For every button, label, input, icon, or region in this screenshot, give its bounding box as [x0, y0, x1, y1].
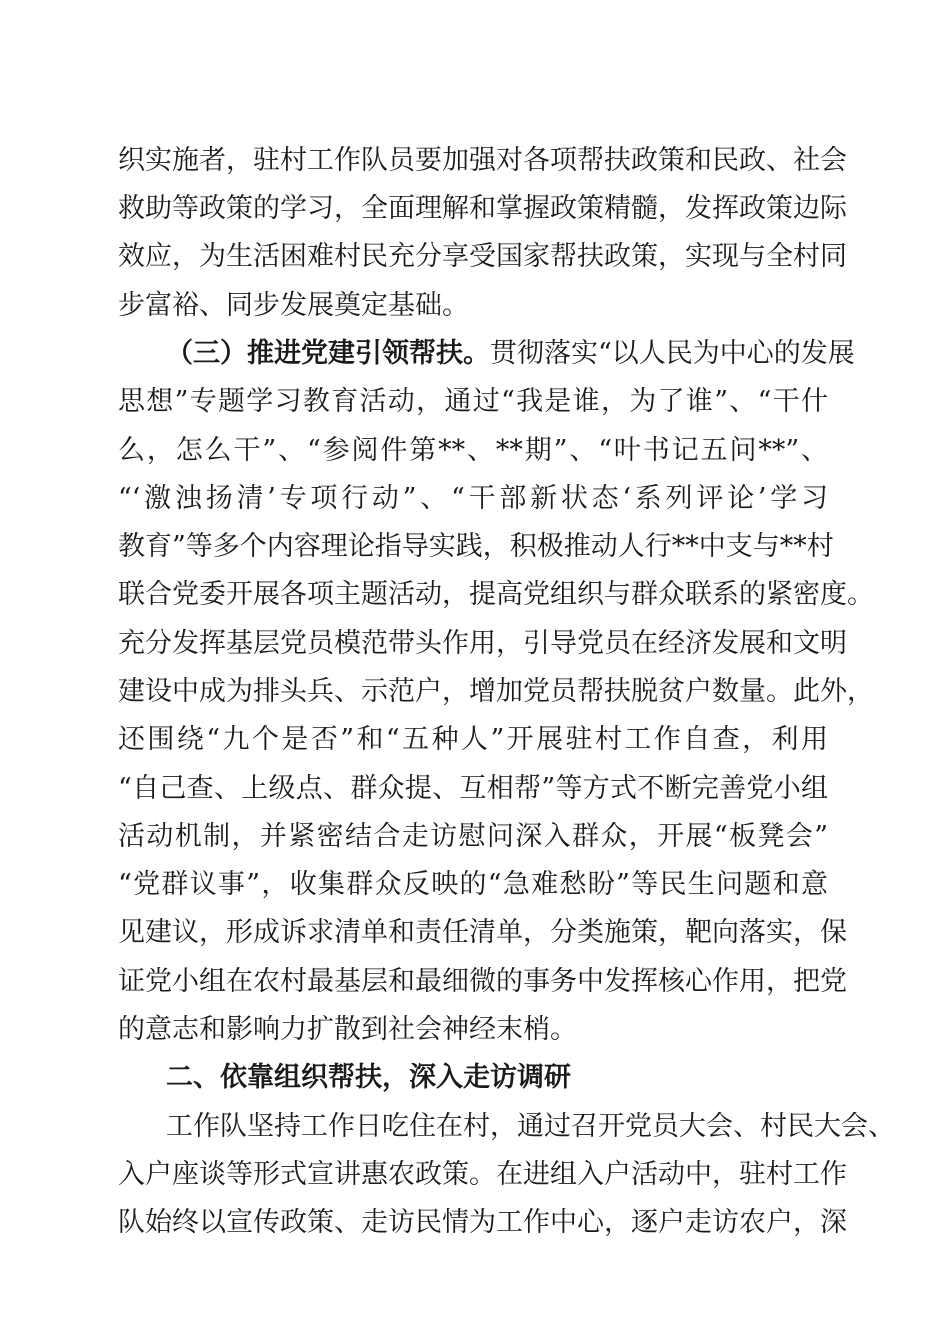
body-text-line: 证党小组在农村最基层和最细微的事务中发挥核心作用，把党: [118, 966, 847, 997]
body-text-line: 步富裕、同步发展奠定基础。: [118, 290, 469, 321]
body-text-line: 织实施者，驻村工作队员要加强对各项帮扶政策和民政、社会: [118, 145, 847, 176]
body-text-line: 效应，为生活困难村民充分享受国家帮扶政策，实现与全村同: [118, 241, 847, 272]
subsection-first-line: [166, 334, 855, 374]
body-text-line: “党群议事”，收集群众反映的“急难愁盼”等民生问题和意: [118, 869, 828, 900]
body-text-line: 工作队坚持工作日吃住在村，通过召开党员大会、村民大会、: [166, 1111, 895, 1142]
body-text-line: “自己查、上级点、群众提、互相帮”等方式不断完善党小组: [118, 773, 828, 804]
body-text-line: 么，怎么干”、“参阅件第**、**期”、“叶书记五问**”、: [118, 435, 828, 466]
body-text-line: “‘激浊扬清’专项行动”、“干部新状态‘系列评论’学习: [118, 483, 828, 514]
body-text-line: 教育”等多个内容理论指导实践，积极推动人行**中支与**村: [118, 531, 834, 562]
body-text-line: 联合党委开展各项主题活动，提高党组织与群众联系的紧密度。: [118, 579, 874, 610]
section-heading: 二、依靠组织帮扶，深入走访调研: [166, 1062, 571, 1093]
body-text-line: 见建议，形成诉求清单和责任清单，分类施策，靶向落实，保: [118, 917, 847, 948]
body-text-line: 充分发挥基层党员模范带头作用，引导党员在经济发展和文明: [118, 628, 847, 659]
subsection-title: （三）推进党建引领帮扶。: [166, 338, 490, 369]
subsection-first-line-text: 贯彻落实“以人民为中心的发展: [490, 338, 855, 369]
body-text-line: 的意志和影响力扩散到社会神经末梢。: [118, 1014, 577, 1045]
body-text-line: 队始终以宣传政策、走访民情为工作中心，逐户走访农户，深: [118, 1207, 847, 1238]
body-text-line: 入户座谈等形式宣讲惠农政策。在进组入户活动中，驻村工作: [118, 1159, 847, 1190]
body-text-line: 救助等政策的学习，全面理解和掌握政策精髓，发挥政策边际: [118, 193, 847, 224]
body-text-line: 思想”专题学习教育活动，通过“我是谁，为了谁”、“干什: [118, 386, 828, 417]
body-text-line: 建设中成为排头兵、示范户，增加党员帮扶脱贫户数量。此外，: [118, 676, 874, 707]
body-text-line: 活动机制，并紧密结合走访慰问深入群众，开展“板凳会”: [118, 821, 828, 852]
body-text-line: 还围绕“九个是否”和“五种人”开展驻村工作自查，利用: [118, 724, 828, 755]
